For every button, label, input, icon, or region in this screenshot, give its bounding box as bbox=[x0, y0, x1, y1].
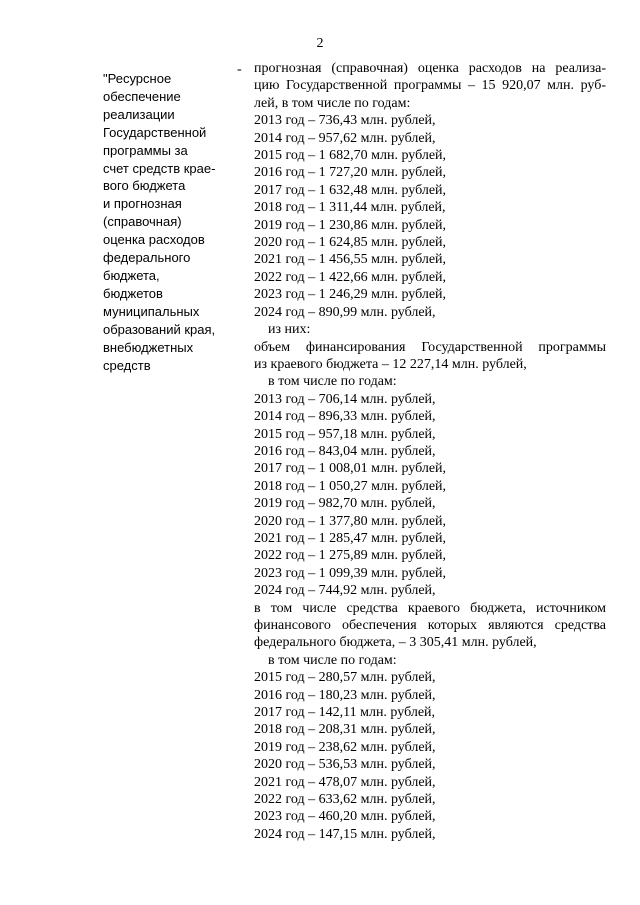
row-label-line: муниципальных bbox=[103, 303, 200, 319]
year-line: 2018 год – 1 050,27 млн. рублей, bbox=[254, 478, 447, 494]
year-line: 2023 год – 460,20 млн. рублей, bbox=[254, 809, 436, 825]
year-line: 2018 год – 1 311,44 млн. рублей, bbox=[254, 200, 446, 216]
year-line: 2024 год – 147,15 млн. рублей, bbox=[254, 826, 436, 842]
row-label-line: и прогнозная bbox=[103, 196, 182, 212]
federal-intro-last: федерального бюджета, – 3 305,41 млн. рублей, bbox=[254, 635, 537, 651]
list-bullet: - bbox=[237, 62, 242, 77]
row-label bbox=[103, 70, 228, 374]
funding-text bbox=[254, 60, 606, 843]
row-label-line: вого бюджета bbox=[103, 178, 186, 194]
row-label-line: федерального bbox=[103, 250, 191, 266]
year-line: 2022 год – 1 275,89 млн. рублей, bbox=[254, 548, 447, 564]
row-label-line: внебюджетных bbox=[103, 339, 194, 355]
year-line: 2016 год – 1 727,20 млн. рублей, bbox=[254, 165, 447, 181]
year-line: 2017 год – 1 008,01 млн. рублей, bbox=[254, 461, 447, 477]
row-label-line: счет средств крае- bbox=[103, 160, 216, 176]
regional-intro-last: из краевого бюджета – 12 227,14 млн. рублей, bbox=[254, 356, 527, 372]
year-line: 2022 год – 1 422,66 млн. рублей, bbox=[254, 269, 447, 285]
year-line: 2017 год – 142,11 млн. рублей, bbox=[254, 705, 436, 721]
year-line: 2023 год – 1 099,39 млн. рублей, bbox=[254, 565, 447, 581]
regional-intro-line: объем финансирования Государственной программы bbox=[254, 339, 606, 355]
year-line: 2022 год – 633,62 млн. рублей, bbox=[254, 792, 436, 808]
row-label-line: (справочная) bbox=[103, 214, 182, 230]
year-line: 2015 год – 1 682,70 млн. рублей, bbox=[254, 148, 447, 164]
year-line: 2024 год – 890,99 млн. рублей, bbox=[254, 304, 436, 320]
row-label-line: средств bbox=[103, 357, 151, 373]
row-label-line: программы за bbox=[103, 142, 188, 158]
row-label-line: бюджетов bbox=[103, 285, 163, 301]
year-line: 2020 год – 536,53 млн. рублей, bbox=[254, 757, 436, 773]
row-label-line: обеспечение bbox=[103, 88, 181, 104]
year-line: 2015 год – 957,18 млн. рублей, bbox=[254, 426, 436, 442]
year-line: 2016 год – 843,04 млн. рублей, bbox=[254, 443, 436, 459]
year-line: 2019 год – 1 230,86 млн. рублей, bbox=[254, 217, 447, 233]
year-line: 2018 год – 208,31 млн. рублей, bbox=[254, 722, 436, 738]
year-line: 2015 год – 280,57 млн. рублей, bbox=[254, 670, 436, 686]
year-line: 2014 год – 896,33 млн. рублей, bbox=[254, 409, 436, 425]
federal-intro-line: финансового обеспечения которых являются средства bbox=[254, 618, 606, 633]
year-line: 2021 год – 478,07 млн. рублей, bbox=[254, 774, 436, 790]
row-label-line: образований края, bbox=[103, 321, 216, 337]
total-intro-line: прогнозная (справочная) оценка расходов на реализа- bbox=[254, 61, 606, 76]
row-label-line: Государственной bbox=[103, 124, 207, 140]
year-line: 2013 год – 736,43 млн. рублей, bbox=[254, 113, 436, 129]
year-line: 2013 год – 706,14 млн. рублей, bbox=[254, 391, 436, 407]
year-line: 2019 год – 982,70 млн. рублей, bbox=[254, 496, 436, 512]
of-them-line: из них: bbox=[268, 322, 311, 338]
year-line: 2021 год – 1 285,47 млн. рублей, bbox=[254, 530, 447, 546]
year-line: 2016 год – 180,23 млн. рублей, bbox=[254, 687, 436, 703]
total-intro-line: цию Государственной программы – 15 920,07 млн. руб- bbox=[254, 78, 606, 94]
by-years-line: в том числе по годам: bbox=[268, 652, 397, 668]
page-number: 2 bbox=[316, 36, 324, 51]
year-line: 2019 год – 238,62 млн. рублей, bbox=[254, 739, 436, 755]
federal-intro-line: в том числе средства краевого бюджета, источником bbox=[254, 600, 606, 616]
by-years-line: в том числе по годам: bbox=[268, 374, 397, 390]
year-line: 2014 год – 957,62 млн. рублей, bbox=[254, 130, 436, 146]
year-line: 2023 год – 1 246,29 млн. рублей, bbox=[254, 287, 447, 303]
row-label-line: реализации bbox=[103, 106, 175, 122]
row-label-line: бюджета, bbox=[103, 267, 160, 283]
year-line: 2020 год – 1 377,80 млн. рублей, bbox=[254, 513, 447, 529]
year-line: 2024 год – 744,92 млн. рублей, bbox=[254, 583, 436, 599]
row-label-line: оценка расходов bbox=[103, 232, 205, 248]
total-intro-last: лей, в том числе по годам: bbox=[254, 95, 411, 111]
year-line: 2017 год – 1 632,48 млн. рублей, bbox=[254, 182, 447, 198]
year-line: 2020 год – 1 624,85 млн. рублей, bbox=[254, 235, 447, 251]
row-label-line: "Ресурсное bbox=[103, 71, 172, 86]
year-line: 2021 год – 1 456,55 млн. рублей, bbox=[254, 252, 447, 268]
